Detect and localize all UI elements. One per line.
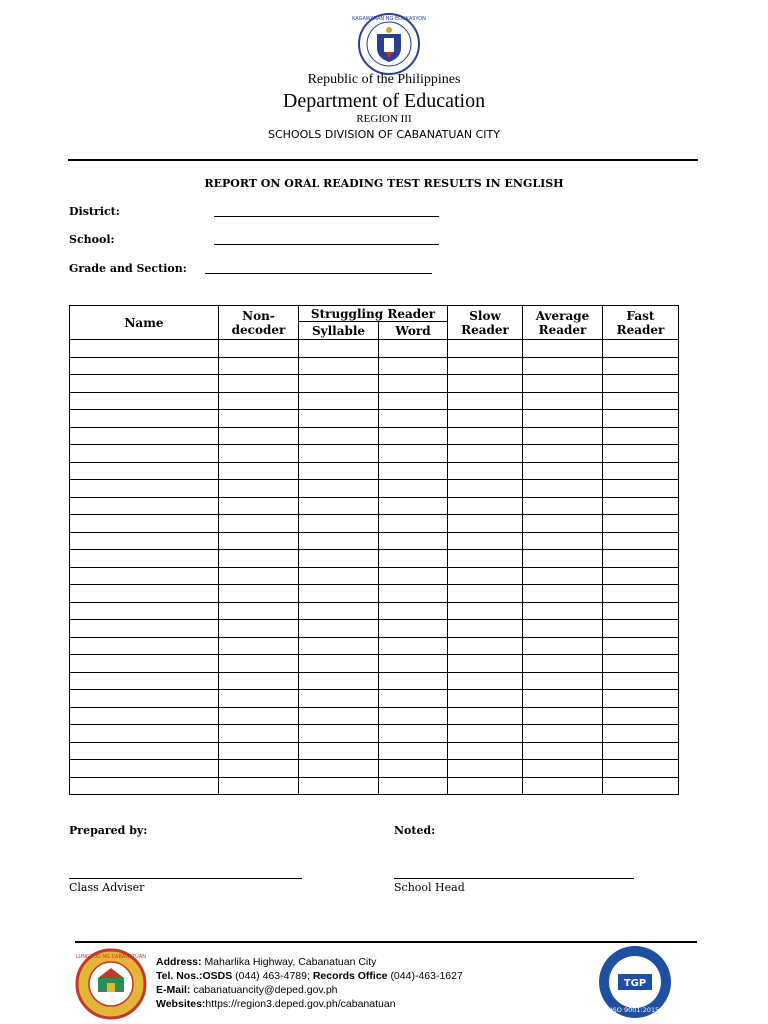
average-reader-column-header: Average Reader	[523, 306, 603, 340]
prepared-by-label: Prepared by:	[69, 824, 148, 837]
table-cell[interactable]	[299, 672, 379, 690]
table-cell[interactable]	[603, 672, 679, 690]
footer-contact	[156, 955, 463, 1011]
struggling-reader-header: Struggling Reader	[299, 306, 448, 322]
table-cell[interactable]	[70, 760, 219, 778]
table-row	[70, 462, 679, 480]
table-cell[interactable]	[379, 515, 448, 533]
table-cell[interactable]	[379, 480, 448, 498]
table-cell[interactable]	[448, 480, 523, 498]
fast-reader-column-header: Fast Reader	[603, 306, 679, 340]
school-head-label: School Head	[394, 881, 465, 894]
table-cell[interactable]	[448, 427, 523, 445]
table-cell[interactable]	[448, 742, 523, 760]
table-cell[interactable]	[219, 585, 299, 603]
table-row	[70, 357, 679, 375]
table-cell[interactable]	[448, 655, 523, 673]
table-cell[interactable]	[448, 672, 523, 690]
website-link[interactable]: https://region3.deped.gov.ph/cabanatuan	[205, 998, 396, 1010]
table-cell[interactable]	[523, 357, 603, 375]
table-cell[interactable]	[70, 497, 219, 515]
division-heading: SCHOOLS DIVISION OF CABANATUAN CITY	[268, 128, 500, 141]
table-cell[interactable]	[523, 602, 603, 620]
table-cell[interactable]	[603, 777, 679, 795]
table-row	[70, 690, 679, 708]
table-cell[interactable]	[448, 585, 523, 603]
table-cell[interactable]	[448, 637, 523, 655]
table-cell[interactable]	[299, 462, 379, 480]
table-cell[interactable]	[219, 637, 299, 655]
table-row	[70, 707, 679, 725]
table-cell[interactable]	[379, 655, 448, 673]
table-cell[interactable]	[219, 445, 299, 463]
table-cell[interactable]	[299, 427, 379, 445]
table-cell[interactable]	[299, 707, 379, 725]
table-row	[70, 620, 679, 638]
district-label: District:	[69, 205, 120, 218]
table-cell[interactable]	[448, 690, 523, 708]
table-cell[interactable]	[379, 497, 448, 515]
table-cell[interactable]	[603, 392, 679, 410]
table-cell[interactable]	[603, 707, 679, 725]
table-cell[interactable]	[603, 532, 679, 550]
table-cell[interactable]	[219, 725, 299, 743]
table-row	[70, 585, 679, 603]
table-cell[interactable]	[70, 357, 219, 375]
table-cell[interactable]	[523, 340, 603, 358]
table-cell[interactable]	[219, 760, 299, 778]
report-title: REPORT ON ORAL READING TEST RESULTS IN ENGLISH	[204, 177, 564, 190]
table-cell[interactable]	[523, 725, 603, 743]
table-cell[interactable]	[603, 637, 679, 655]
table-cell[interactable]	[603, 410, 679, 428]
table-cell[interactable]	[379, 637, 448, 655]
table-cell[interactable]	[219, 690, 299, 708]
table-cell[interactable]	[379, 410, 448, 428]
table-cell[interactable]	[70, 410, 219, 428]
deped-seal-logo	[350, 12, 428, 76]
table-cell[interactable]	[523, 777, 603, 795]
table-cell[interactable]	[603, 497, 679, 515]
table-cell[interactable]	[603, 742, 679, 760]
table-cell[interactable]	[219, 602, 299, 620]
table-cell[interactable]	[523, 550, 603, 568]
table-cell[interactable]	[379, 340, 448, 358]
table-cell[interactable]	[299, 357, 379, 375]
table-cell[interactable]	[523, 445, 603, 463]
table-cell[interactable]	[523, 427, 603, 445]
school-field[interactable]	[214, 244, 439, 245]
table-cell[interactable]	[219, 392, 299, 410]
city-seal-text: LUNGSOD NG CABANATUAN	[76, 954, 146, 960]
table-cell[interactable]	[603, 357, 679, 375]
table-cell[interactable]	[70, 340, 219, 358]
table-cell[interactable]	[219, 707, 299, 725]
table-cell[interactable]	[448, 375, 523, 393]
seal-text: KAGAWARAN NG EDUKASYON	[352, 16, 426, 22]
table-cell[interactable]	[448, 410, 523, 428]
class-adviser-label: Class Adviser	[69, 881, 145, 894]
table-cell[interactable]	[379, 742, 448, 760]
footer-website: Websites:https://region3.deped.gov.ph/cabanatuan	[156, 998, 396, 1010]
table-cell[interactable]	[603, 602, 679, 620]
table-cell[interactable]	[448, 777, 523, 795]
footer-telephone: Tel. Nos.:OSDS (044) 463-4789; Records Office (044)-463-1627	[156, 970, 463, 982]
table-cell[interactable]	[379, 357, 448, 375]
table-cell[interactable]	[299, 760, 379, 778]
table-cell[interactable]	[523, 637, 603, 655]
table-cell[interactable]	[523, 567, 603, 585]
table-cell[interactable]	[70, 777, 219, 795]
table-cell[interactable]	[603, 690, 679, 708]
footer-email: E-Mail: cabanatuancity@deped.gov.ph	[156, 984, 338, 996]
table-body	[70, 340, 679, 795]
school-label: School:	[69, 233, 115, 246]
table-cell[interactable]	[219, 620, 299, 638]
table-cell[interactable]	[523, 410, 603, 428]
table-cell[interactable]	[448, 532, 523, 550]
table-row	[70, 742, 679, 760]
table-cell[interactable]	[603, 725, 679, 743]
table-row	[70, 410, 679, 428]
name-column-header: Name	[70, 306, 219, 340]
noted-signature-line[interactable]	[394, 878, 634, 879]
table-cell[interactable]	[219, 672, 299, 690]
table-cell[interactable]	[70, 655, 219, 673]
table-cell[interactable]	[603, 480, 679, 498]
table-cell[interactable]	[523, 392, 603, 410]
table-cell[interactable]	[448, 760, 523, 778]
table-cell[interactable]	[219, 532, 299, 550]
table-cell[interactable]	[603, 462, 679, 480]
iso-text: ISO 9001:2015	[610, 1006, 660, 1014]
table-row	[70, 497, 679, 515]
grade-section-field[interactable]	[205, 273, 432, 274]
table-row	[70, 655, 679, 673]
word-subheader: Word	[379, 322, 448, 340]
table-cell[interactable]	[219, 742, 299, 760]
table-row	[70, 567, 679, 585]
table-cell[interactable]	[299, 777, 379, 795]
table-cell[interactable]	[219, 410, 299, 428]
table-cell[interactable]	[70, 620, 219, 638]
table-cell[interactable]	[219, 655, 299, 673]
table-cell[interactable]	[448, 340, 523, 358]
table-row	[70, 480, 679, 498]
table-cell[interactable]	[448, 550, 523, 568]
table-cell[interactable]	[603, 550, 679, 568]
table-cell[interactable]	[379, 550, 448, 568]
table-cell[interactable]	[70, 567, 219, 585]
table-cell[interactable]	[603, 567, 679, 585]
iso-certification-logo	[590, 940, 680, 1024]
table-cell[interactable]	[603, 655, 679, 673]
syllable-subheader: Syllable	[299, 322, 379, 340]
table-cell[interactable]	[448, 462, 523, 480]
table-cell[interactable]	[379, 585, 448, 603]
table-cell[interactable]	[70, 480, 219, 498]
table-cell[interactable]	[299, 410, 379, 428]
svg-text:TGP: TGP	[623, 978, 647, 989]
table-cell[interactable]	[448, 725, 523, 743]
table-cell[interactable]	[448, 392, 523, 410]
table-cell[interactable]	[70, 462, 219, 480]
table-cell[interactable]	[523, 480, 603, 498]
table-cell[interactable]	[379, 567, 448, 585]
table-cell[interactable]	[448, 602, 523, 620]
table-cell[interactable]	[299, 585, 379, 603]
table-cell[interactable]	[70, 375, 219, 393]
table-cell[interactable]	[70, 672, 219, 690]
table-cell[interactable]	[379, 777, 448, 795]
table-cell[interactable]	[70, 550, 219, 568]
table-cell[interactable]	[219, 480, 299, 498]
table-cell[interactable]	[523, 620, 603, 638]
table-cell[interactable]	[219, 462, 299, 480]
email-link[interactable]: cabanatuancity@deped.gov.ph	[193, 984, 338, 996]
table-row	[70, 532, 679, 550]
table-cell[interactable]	[379, 392, 448, 410]
table-cell[interactable]	[299, 620, 379, 638]
table-cell[interactable]	[70, 602, 219, 620]
table-cell[interactable]	[219, 340, 299, 358]
republic-heading: Republic of the Philippines	[307, 72, 461, 87]
table-cell[interactable]	[448, 445, 523, 463]
table-cell[interactable]	[603, 585, 679, 603]
table-cell[interactable]	[523, 672, 603, 690]
header-divider	[68, 159, 698, 161]
table-cell[interactable]	[219, 375, 299, 393]
table-cell[interactable]	[299, 655, 379, 673]
table-cell[interactable]	[299, 445, 379, 463]
table-cell[interactable]	[299, 690, 379, 708]
table-cell[interactable]	[523, 515, 603, 533]
table-row	[70, 725, 679, 743]
footer-address: Address: Maharlika Highway, Cabanatuan City	[156, 956, 377, 968]
table-cell[interactable]	[299, 742, 379, 760]
table-cell[interactable]	[299, 637, 379, 655]
table-cell[interactable]	[299, 480, 379, 498]
region-heading: REGION III	[356, 113, 412, 125]
table-cell[interactable]	[448, 357, 523, 375]
table-cell[interactable]	[523, 760, 603, 778]
table-cell[interactable]	[70, 445, 219, 463]
prepared-by-signature-line[interactable]	[69, 878, 302, 879]
table-cell[interactable]	[523, 497, 603, 515]
table-cell[interactable]	[299, 725, 379, 743]
table-cell[interactable]	[70, 427, 219, 445]
table-cell[interactable]	[603, 445, 679, 463]
table-cell[interactable]	[219, 515, 299, 533]
table-row	[70, 340, 679, 358]
table-cell[interactable]	[299, 375, 379, 393]
table-cell[interactable]	[299, 567, 379, 585]
table-cell[interactable]	[523, 375, 603, 393]
noted-label: Noted:	[394, 824, 436, 837]
table-row	[70, 550, 679, 568]
slow-reader-column-header: Slow Reader	[448, 306, 523, 340]
table-cell[interactable]	[603, 375, 679, 393]
table-cell[interactable]	[379, 462, 448, 480]
table-cell[interactable]	[379, 427, 448, 445]
table-cell[interactable]	[219, 567, 299, 585]
table-cell[interactable]	[299, 550, 379, 568]
table-cell[interactable]	[299, 392, 379, 410]
table-cell[interactable]	[523, 690, 603, 708]
table-cell[interactable]	[219, 497, 299, 515]
table-cell[interactable]	[70, 707, 219, 725]
table-cell[interactable]	[603, 427, 679, 445]
table-cell[interactable]	[603, 620, 679, 638]
table-row	[70, 777, 679, 795]
grade-section-label: Grade and Section:	[69, 262, 187, 275]
table-cell[interactable]	[448, 620, 523, 638]
table-cell[interactable]	[603, 340, 679, 358]
table-row	[70, 515, 679, 533]
table-row	[70, 427, 679, 445]
table-cell[interactable]	[70, 532, 219, 550]
table-cell[interactable]	[299, 497, 379, 515]
table-cell[interactable]	[379, 375, 448, 393]
table-cell[interactable]	[379, 725, 448, 743]
table-cell[interactable]	[379, 672, 448, 690]
table-cell[interactable]	[70, 637, 219, 655]
table-row	[70, 375, 679, 393]
table-cell[interactable]	[299, 602, 379, 620]
city-seal-logo	[74, 948, 148, 1020]
table-cell[interactable]	[219, 427, 299, 445]
table-row	[70, 760, 679, 778]
department-heading: Department of Education	[282, 90, 486, 112]
table-row	[70, 392, 679, 410]
table-cell[interactable]	[379, 532, 448, 550]
table-row	[70, 445, 679, 463]
table-cell[interactable]	[219, 550, 299, 568]
table-cell[interactable]	[448, 497, 523, 515]
table-cell[interactable]	[448, 567, 523, 585]
table-row	[70, 602, 679, 620]
table-cell[interactable]	[603, 515, 679, 533]
table-cell[interactable]	[523, 707, 603, 725]
table-cell[interactable]	[70, 725, 219, 743]
table-cell[interactable]	[523, 742, 603, 760]
results-table	[69, 305, 679, 795]
table-cell[interactable]	[70, 690, 219, 708]
table-cell[interactable]	[379, 690, 448, 708]
table-cell[interactable]	[379, 602, 448, 620]
table-cell[interactable]	[379, 620, 448, 638]
table-cell[interactable]	[70, 585, 219, 603]
table-cell[interactable]	[379, 707, 448, 725]
district-field[interactable]	[214, 216, 439, 217]
table-cell[interactable]	[523, 532, 603, 550]
table-cell[interactable]	[299, 532, 379, 550]
table-cell[interactable]	[379, 760, 448, 778]
table-cell[interactable]	[448, 515, 523, 533]
table-cell[interactable]	[523, 655, 603, 673]
table-cell[interactable]	[219, 777, 299, 795]
table-cell[interactable]	[70, 515, 219, 533]
table-cell[interactable]	[299, 340, 379, 358]
table-cell[interactable]	[523, 462, 603, 480]
nondecoder-column-header: Non- decoder	[219, 306, 299, 340]
table-cell[interactable]	[379, 445, 448, 463]
table-cell[interactable]	[299, 515, 379, 533]
table-cell[interactable]	[603, 760, 679, 778]
table-row	[70, 672, 679, 690]
table-cell[interactable]	[70, 392, 219, 410]
table-cell[interactable]	[70, 742, 219, 760]
table-cell[interactable]	[448, 707, 523, 725]
table-cell[interactable]	[523, 585, 603, 603]
table-cell[interactable]	[219, 357, 299, 375]
table-row	[70, 637, 679, 655]
